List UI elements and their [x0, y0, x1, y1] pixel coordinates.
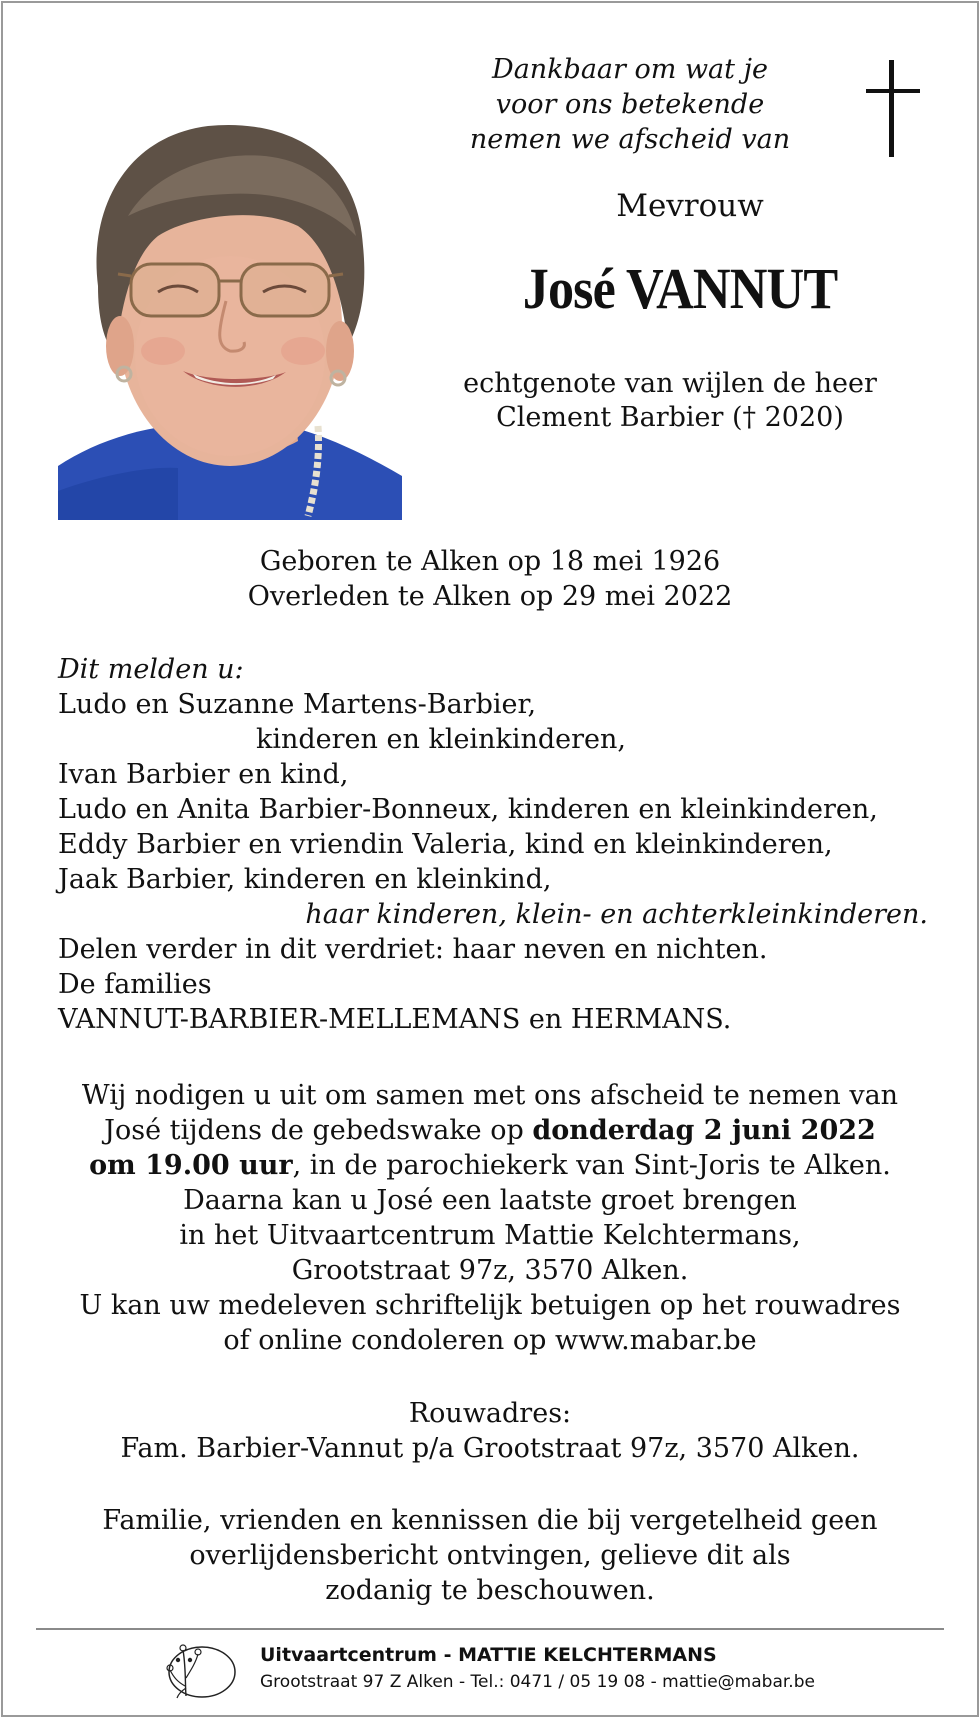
- invite-line: Grootstraat 97z, 3570 Alken.: [291, 1255, 689, 1286]
- spouse-line: echtgenote van wijlen de heer: [463, 368, 877, 399]
- announce-line: Ivan Barbier en kind,: [58, 759, 349, 790]
- announcement: [58, 652, 928, 1037]
- intro-text: [440, 52, 820, 157]
- funeral-home-name: Uitvaartcentrum - MATTIE KELCHTERMANS: [260, 1644, 717, 1666]
- address-line: Fam. Barbier-Vannut p/a Grootstraat 97z, 3570 Alken.: [120, 1433, 860, 1464]
- death-line: Overleden te Alken op 29 mei 2022: [247, 581, 733, 612]
- announce-heading: Dit melden u:: [58, 654, 244, 685]
- deceased-name: José VANNUT: [522, 256, 838, 321]
- flower-logo-icon: [158, 1638, 238, 1700]
- mourning-address: [0, 1396, 980, 1466]
- footer-divider: [36, 1628, 944, 1630]
- invite-line: [40, 1113, 940, 1148]
- announce-line: Ludo en Suzanne Martens-Barbier,: [58, 689, 537, 720]
- announce-line: kinderen en kleinkinderen,: [256, 724, 626, 755]
- announce-line: Ludo en Anita Barbier-Bonneux, kinderen en kleinkinderen,: [58, 794, 878, 825]
- portrait-photo: [58, 96, 402, 520]
- invite-text: , in de parochiekerk van Sint-Joris te Alken.: [292, 1150, 891, 1181]
- invite-line: Daarna kan u José een laatste groet brengen: [183, 1185, 797, 1216]
- spouse-info: [430, 367, 910, 435]
- invite-line: of online condoleren op www.mabar.be: [223, 1325, 757, 1356]
- announce-line: Jaak Barbier, kinderen en kleinkind,: [58, 864, 552, 895]
- announce-line: VANNUT-BARBIER-MELLEMANS en HERMANS.: [58, 1004, 732, 1035]
- funeral-home-contact: Grootstraat 97 Z Alken - Tel.: 0471 / 05 19 08 - mattie@mabar.be: [260, 1672, 815, 1692]
- birth-line: Geboren te Alken op 18 mei 1926: [259, 546, 721, 577]
- family-line: zodanig te beschouwen.: [325, 1575, 655, 1606]
- announce-line: haar kinderen, klein- en achterkleinkinderen.: [305, 899, 928, 930]
- cross-icon: [866, 60, 920, 158]
- invite-date: donderdag 2 juni 2022: [532, 1115, 876, 1146]
- address-heading: Rouwadres:: [408, 1398, 572, 1429]
- family-line: overlijdensbericht ontvingen, gelieve dit als: [189, 1540, 791, 1571]
- intro-line: Dankbaar om wat je: [492, 54, 768, 85]
- invitation: [40, 1078, 940, 1358]
- invite-line: Wij nodigen u uit om samen met ons afscheid te nemen van: [81, 1080, 899, 1111]
- life-dates: [0, 544, 980, 614]
- invite-line: in het Uitvaartcentrum Mattie Kelchtermans,: [179, 1220, 801, 1251]
- spouse-line: Clement Barbier († 2020): [496, 402, 844, 433]
- family-note: [40, 1503, 940, 1608]
- intro-line: voor ons betekende: [495, 89, 765, 120]
- announce-line: Eddy Barbier en vriendin Valeria, kind en kleinkinderen,: [58, 829, 833, 860]
- invite-line: U kan uw medeleven schriftelijk betuigen op het rouwadres: [79, 1290, 901, 1321]
- invite-time: om 19.00 uur: [89, 1150, 293, 1181]
- invite-line: [40, 1148, 940, 1183]
- invite-text: José tijdens de gebedswake op: [104, 1115, 533, 1146]
- family-line: Familie, vrienden en kennissen die bij vergetelheid geen: [102, 1505, 878, 1536]
- honorific: Mevrouw: [616, 188, 764, 224]
- announce-line: Delen verder in dit verdriet: haar neven en nichten.: [58, 934, 768, 965]
- announce-line: De families: [58, 969, 212, 1000]
- intro-line: nemen we afscheid van: [469, 124, 791, 155]
